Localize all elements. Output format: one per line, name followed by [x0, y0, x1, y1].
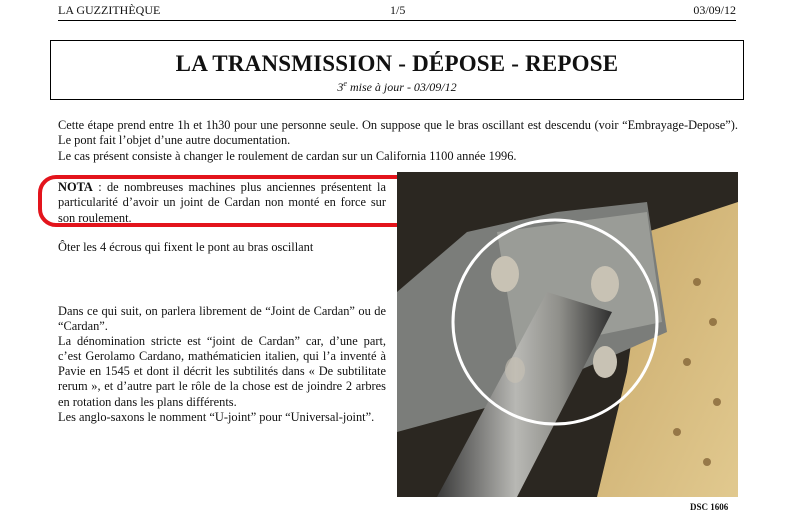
cardan-paragraph-2: La dénomination stricte est “joint de Cardan” car, d’une part, c’est Gerolamo Cardano, mathématicien italien, qui l’a inventé à Pavie en 1545 et dont il décrit les subtilités dans « De subtilitate rerum », et d’autre part le rôle de la chose est de joindre 2 arbres en rotation dans les plans différents. [58, 334, 386, 409]
photo-caption: DSC 1606 [690, 502, 729, 512]
header-rule [58, 20, 736, 21]
title-box [50, 40, 744, 100]
header-site-name: LA GUZZITHÈQUE [58, 3, 161, 17]
photo-illustration [397, 172, 738, 497]
cardan-paragraph-1: Dans ce qui suit, on parlera librement de “Joint de Cardan” ou de “Cardan”. [58, 304, 386, 334]
intro-section [58, 118, 738, 164]
cardan-paragraph-3: Les anglo-saxons le nomment “U-joint” pour “Universal-joint”. [58, 409, 375, 424]
header-page-number: 1/5 [390, 3, 406, 17]
page-title: LA TRANSMISSION - DÉPOSE - REPOSE [175, 51, 619, 76]
intro-paragraph-2: Le cas présent consiste à changer le roulement de cardan sur un California 1100 année 1996. [58, 148, 517, 163]
page-header [58, 3, 736, 19]
nota-label: NOTA [58, 180, 93, 194]
page-subtitle [51, 79, 743, 95]
cardan-section [58, 304, 386, 425]
intro-paragraph-1: Cette étape prend entre 1h et 1h30 pour une personne seule. On suppose que le bras oscillant est descendu (voir “Embrayage-Depose”). Le pont fait l’objet d’une autre documentation. [58, 118, 738, 148]
header-date: 03/09/12 [693, 3, 736, 17]
nota-text: : de nombreuses machines plus anciennes présentent la particularité d’avoir un joint de Cardan non monté en force sur son roulement. [58, 180, 386, 225]
subtitle-ordinal: e [343, 79, 347, 88]
step-instruction: Ôter les 4 écrous qui fixent le pont au bras oscillant [58, 240, 314, 254]
subtitle-text: mise à jour - 03/09/12 [346, 80, 457, 94]
subtitle-number: 3 [337, 80, 344, 94]
transmission-photo [397, 172, 738, 497]
nota-paragraph [58, 180, 386, 226]
